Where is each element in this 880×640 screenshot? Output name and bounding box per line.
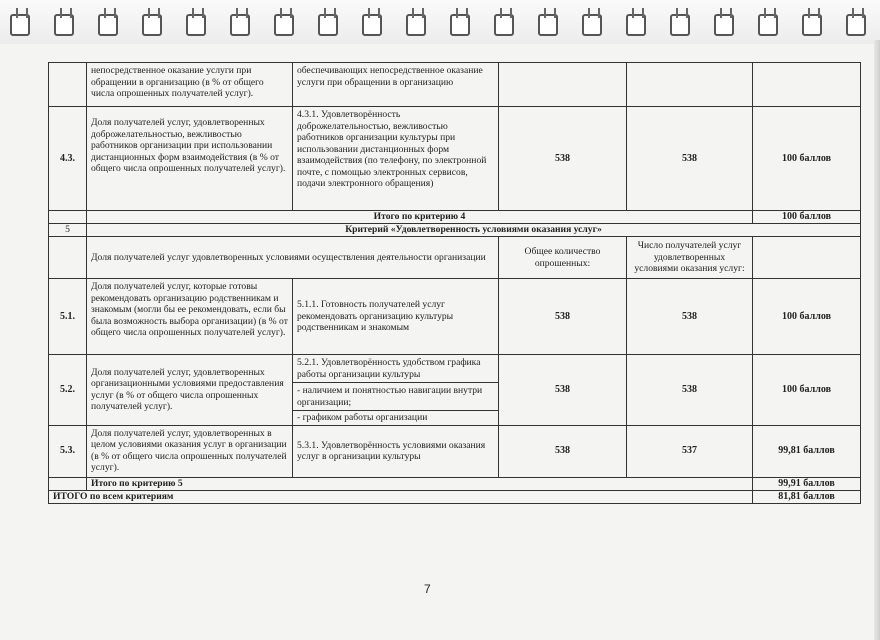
total-respondents-cell: 538 bbox=[499, 425, 627, 477]
indicator-line: 5.2.1. Удовлетворённость удобством графика работы организации культуры bbox=[297, 357, 481, 380]
row-indicator: 5.3.1. Удовлетворённость условиями оказания услуг в организации культуры bbox=[293, 425, 499, 477]
table-row bbox=[49, 425, 861, 477]
total-respondents-cell: 538 bbox=[499, 279, 627, 355]
binding-ring bbox=[846, 14, 866, 36]
column-header-score bbox=[753, 237, 861, 279]
row-number: 5.2. bbox=[49, 355, 87, 426]
criterion-number: 5 bbox=[49, 224, 87, 237]
row-number: 5.3. bbox=[49, 425, 87, 477]
row-number bbox=[49, 211, 87, 224]
binding-ring bbox=[670, 14, 690, 36]
results-table bbox=[48, 62, 861, 504]
binding-ring bbox=[142, 14, 162, 36]
table-row bbox=[49, 355, 861, 426]
score-cell: 100 баллов bbox=[753, 279, 861, 355]
row-indicator: 4.3.1. Удовлетворённость доброжелательностью, вежливостью работников организации культуры при использовании дистанционных форм взаимодействия (по телефону, по электронной почте, с помощью электронных сервисов, подачи электронного обращения) bbox=[293, 107, 499, 211]
row-description: Доля получателей услуг, которые готовы рекомендовать организацию родственникам и знакомым (могли бы ее рекомендовать, если бы была возможность выбора организации) (в % от общего числа опрошенных получателей услуг). bbox=[87, 279, 293, 355]
table-row bbox=[49, 63, 861, 107]
binding-ring bbox=[362, 14, 382, 36]
indicator-line: - графиком работы организации bbox=[293, 410, 498, 425]
row-number: 4.3. bbox=[49, 107, 87, 211]
criterion-total-score: 100 баллов bbox=[753, 211, 861, 224]
page-number: 7 bbox=[424, 582, 431, 596]
grand-total-score: 81,81 баллов bbox=[753, 490, 861, 503]
satisfied-respondents-cell: 538 bbox=[627, 355, 753, 426]
table-row bbox=[49, 107, 861, 211]
column-header-total: Общее количество опрошенных: bbox=[499, 237, 627, 279]
grand-total-label: ИТОГО по всем критериям bbox=[49, 490, 753, 503]
row-number bbox=[49, 477, 87, 490]
criterion-total-label: Итого по критерию 4 bbox=[87, 211, 753, 224]
satisfied-respondents-cell: 538 bbox=[627, 107, 753, 211]
row-number bbox=[49, 237, 87, 279]
binding-ring bbox=[230, 14, 250, 36]
indicator-line: - наличием и понятностью навигации внутри организации; bbox=[293, 382, 498, 410]
binding-ring bbox=[186, 14, 206, 36]
table-row bbox=[49, 279, 861, 355]
page-edge bbox=[874, 40, 880, 640]
score-cell bbox=[753, 63, 861, 107]
row-number bbox=[49, 63, 87, 107]
criterion-total-row bbox=[49, 211, 861, 224]
binding-ring bbox=[582, 14, 602, 36]
criterion-title: Критерий «Удовлетворенность условиями оказания услуг» bbox=[87, 224, 861, 237]
row-description: Доля получателей услуг, удовлетворенных доброжелательностью, вежливостью работников организации при использовании дистанционных форм взаимодействия (в % от общего числа опрошенных получателей услуг). bbox=[87, 107, 293, 211]
grand-total-row bbox=[49, 490, 861, 503]
total-respondents-cell: 538 bbox=[499, 355, 627, 426]
criterion-total-label: Итого по критерию 5 bbox=[87, 477, 753, 490]
row-indicator: 5.1.1. Готовность получателей услуг рекомендовать организацию культуры родственникам и знакомым bbox=[293, 279, 499, 355]
binding-ring bbox=[450, 14, 470, 36]
row-number: 5.1. bbox=[49, 279, 87, 355]
column-header-satisfied: Число получателей услуг удовлетворенных условиями оказания услуг: bbox=[627, 237, 753, 279]
score-cell: 100 баллов bbox=[753, 107, 861, 211]
row-description: Доля получателей услуг, удовлетворенных в целом условиями оказания услуг в организации (в % от общего числа опрошенных получателей услуг). bbox=[87, 425, 293, 477]
criterion-total-row bbox=[49, 477, 861, 490]
notebook-binding bbox=[0, 0, 880, 44]
total-respondents-cell: 538 bbox=[499, 107, 627, 211]
binding-ring bbox=[758, 14, 778, 36]
score-cell: 99,81 баллов bbox=[753, 425, 861, 477]
row-description: непосредственное оказание услуги при обращении в организацию (в % от общего числа опрошенных получателей услуг). bbox=[87, 63, 293, 107]
binding-ring bbox=[406, 14, 426, 36]
binding-ring bbox=[318, 14, 338, 36]
row-indicator: обеспечивающих непосредственное оказание услуги при обращении в организацию bbox=[293, 63, 499, 107]
column-header-description: Доля получателей услуг удовлетворенных условиями осуществления деятельности организации bbox=[87, 237, 499, 279]
satisfied-respondents-cell: 537 bbox=[627, 425, 753, 477]
total-respondents-cell bbox=[499, 63, 627, 107]
binding-ring bbox=[494, 14, 514, 36]
binding-ring bbox=[626, 14, 646, 36]
satisfied-respondents-cell bbox=[627, 63, 753, 107]
row-description: Доля получателей услуг, удовлетворенных организационными условиями предоставления услуг (в % от общего числа опрошенных получателей услуг). bbox=[87, 355, 293, 426]
binding-ring bbox=[98, 14, 118, 36]
binding-ring bbox=[714, 14, 734, 36]
column-header-row bbox=[49, 237, 861, 279]
criterion-header-row bbox=[49, 224, 861, 237]
satisfied-respondents-cell: 538 bbox=[627, 279, 753, 355]
criterion-total-score: 99,91 баллов bbox=[753, 477, 861, 490]
row-indicator bbox=[293, 355, 499, 426]
binding-ring bbox=[802, 14, 822, 36]
binding-ring bbox=[54, 14, 74, 36]
score-cell: 100 баллов bbox=[753, 355, 861, 426]
binding-ring bbox=[274, 14, 294, 36]
binding-ring bbox=[10, 14, 30, 36]
binding-ring bbox=[538, 14, 558, 36]
